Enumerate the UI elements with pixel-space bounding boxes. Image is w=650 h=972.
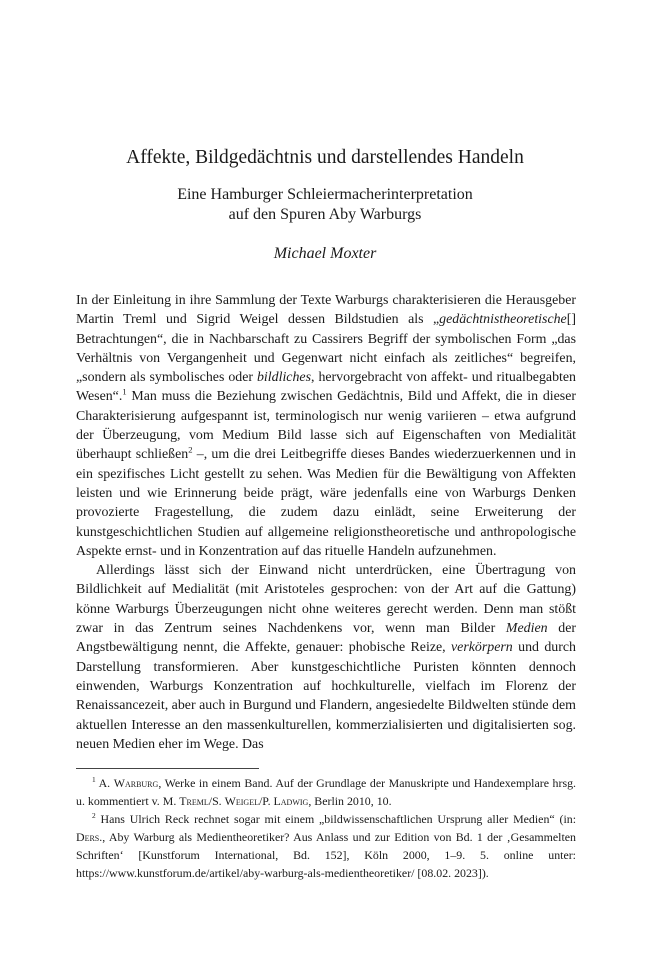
footnote-number: 1 xyxy=(92,775,96,785)
author-surname: Ladwig xyxy=(273,794,309,808)
text-run: [] Betrachtungen“, die in Nachbarschaft zu Cassirers Begriff der symbolischen Form „das Verhältnis von Vergangenheit und Gegenwart nicht einfach als zeitliches“ begreifen, „sondern als symbolisches oder xyxy=(76,312,576,386)
author-surname: Ders xyxy=(76,830,100,844)
article-title: Affekte, Bildgedächtnis und darstellendes Handeln xyxy=(126,147,524,168)
italic-term: verkörpern xyxy=(451,640,513,656)
text-run: , hervorgebracht von affekt- und ritualbegabten Wesen“. xyxy=(76,370,577,405)
text-run: In der Einleitung in ihre Sammlung der Texte Warburgs charakterisieren die Herausgeber Martin Treml und Sigrid Weigel dessen Bildstudien als „ xyxy=(76,293,576,328)
text-run: Allerdings lässt sich der Einwand nicht unterdrücken, eine Übertragung von Bildlichkeit auf Medialität (mit Aristoteles gesprochen: von der Art auf die Gattung) könne Warburgs Überzeugungen nicht ohne weiteres gerecht werden. Denn man stößt zwar in das Zentrum seines Nachdenkens vor, wenn man Bilder xyxy=(76,563,576,637)
text-run: und durch Darstellung transformieren. Aber kunstgeschichtliche Puristen könnten dennoch einwenden, Warburgs Konzentration auf hochkulturelle, vielfach im Florenz der Renaissancezeit, aber auch in Burgund und Flandern, angesiedelte Bildwelten stünde dem aktuellen Interesse an den massenkulturellen, kommerzialisierten und digitalisierten sog. neuen Medien eher im Wege. Das xyxy=(76,640,576,752)
text-run: , Werke in einem Band. Auf der Grundlage der Manuskripte und Handexemplare hrsg. u. kommentiert v. M. xyxy=(76,776,576,808)
paragraph-2 xyxy=(76,561,576,754)
author-surname: Warburg xyxy=(113,776,159,790)
text-run: Hans Ulrich Reck rechnet sogar mit einem „bildwissenschaftlichen Ursprung aller Medien“ (in: xyxy=(95,812,576,826)
text-run: ., Aby Warburg als Medientheoretiker? Aus Anlass und zur Edition von Bd. 1 der ‚Gesammelten Schriften‘ [Kunstforum International, Bd. 152], Köln 2000, 1–9. 5. online unter: https://www.kunstforum.de/artikel/aby-warburg-als-medientheoretiker/ [08.02. 2023]). xyxy=(76,830,576,880)
italic-term: bildliches xyxy=(256,370,311,386)
paragraph-1 xyxy=(76,291,576,561)
article-subtitle xyxy=(0,185,650,225)
text-run: –, um die drei Leitbegriffe dieses Bandes wiederzuerkennen und in ein spezifisches Licht gestellt zu sehen. Was Medien für die Bewältigung von Affekten leisten und wie Erinnerung beide prägt, wäre jedenfalls eine von Warburgs Denken provozierte Fragestellung, die zudem dazu einlädt, seine Erweiterung der kunstgeschichtlichen Studien auf allgemeine religionstheoretische und anthropologische Aspekte ernst- und in Konzentration auf das rituelle Handeln aufzunehmen. xyxy=(76,447,576,559)
author-surname: Weigel xyxy=(224,794,259,808)
text-run: A. xyxy=(95,776,114,790)
text-run: Man muss die Beziehung zwischen Gedächtnis, Bild und Affekt, die in dieser Charakterisierung aufgespannt ist, terminologisch nur wenig variieren – etwa aufgrund der Überzeugung, vom Medium Bild lasse sich auf Eigenschaften von Medialität überhaupt schließen xyxy=(76,389,576,463)
footnote-number: 2 xyxy=(92,811,96,821)
text-run: /S. xyxy=(208,794,225,808)
footnote-separator xyxy=(76,768,259,769)
footnote-ref-1[interactable]: 1 xyxy=(122,386,127,397)
author-name: Michael Moxter xyxy=(273,245,377,262)
italic-term: Medien xyxy=(505,621,548,637)
body-text xyxy=(76,291,576,754)
author-surname: Treml xyxy=(179,794,209,808)
footnotes xyxy=(76,774,576,882)
text-run: /P. xyxy=(258,794,274,808)
footnote-ref-2[interactable]: 2 xyxy=(188,444,193,455)
subtitle-line-1: Eine Hamburger Schleiermacherinterpretation xyxy=(177,186,473,203)
footnote-2 xyxy=(76,810,576,882)
italic-term: gedächtnistheoretische xyxy=(439,312,567,328)
subtitle-line-2: auf den Spuren Aby Warburgs xyxy=(228,206,422,223)
text-run: , Berlin 2010, 10. xyxy=(308,794,392,808)
footnote-1 xyxy=(76,774,576,810)
text-run: der Angstbewältigung nennt, die Affekte, genauer: phobische Reize, xyxy=(76,621,576,656)
